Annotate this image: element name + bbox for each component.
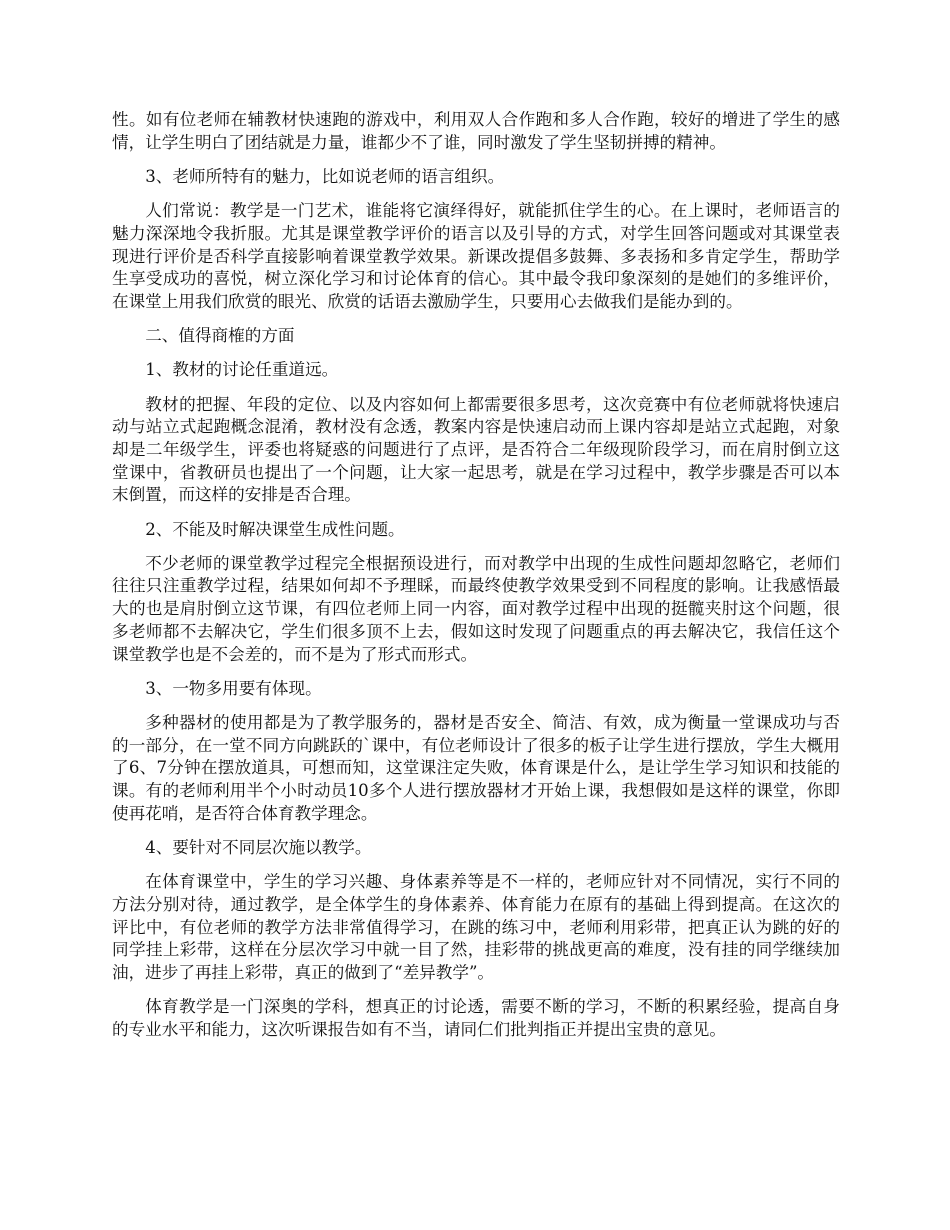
paragraph-equipment-use: 多种器材的使用都是为了教学服务的，器材是否安全、简洁、有效，成为衡量一堂课成功与否的一部分，在一堂不同方向跳跃的`课中，有位老师设计了很多的板子让学生进行摆放，学生大概用了6、7分钟在摆放道具，可想而知，这堂课注定失败，体育课是什么，是让学生学习知识和技能的课。有的老师利用半个小时动员10多个人进行摆放器材才开始上课，我想假如是这样的课堂，你即使再花哨，是否符合体育教学理念。 bbox=[112, 712, 840, 823]
section-heading-textbook-research: 1、教材的讨论任重道远。 bbox=[145, 360, 339, 380]
paragraph-continuation: 性。如有位老师在辅教材快速跑的游戏中，利用双人合作跑和多人合作跑，较好的增进了学生的感情，让学生明白了团结就是力量，谁都少不了谁，同时激发了学生坚韧拼搏的精神。 bbox=[112, 110, 840, 152]
paragraph-language-charm: 人们常说：教学是一门艺术，谁能将它演绎得好，就能抓住学生的心。在上课时，老师语言的魅力深深地令我折服。尤其是课堂教学评价的语言以及引导的方式，对学生回答问题或对其课堂表现进行评价是否科学直接影响着课堂教学效果。新课改提倡多鼓舞、多表扬和多肯定学生，帮助学生享受成功的喜悦，树立深化学习和讨论体育的信心。其中最令我印象深刻的是她们的多维评价，在课堂上用我们欣赏的眼光、欣赏的话语去激励学生，只要用心去做我们是能办到的。 bbox=[112, 201, 840, 311]
paragraph-differentiated-teaching: 在体育课堂中，学生的学习兴趣、身体素养等是不一样的，老师应针对不同情况，实行不同的方法分别对待，通过教学，是全体学生的身体素养、体育能力在原有的基础上得到提高。在这次的评比中，有位老师的教学方法非常值得学习，在跳的练习中，老师利用彩带，把真正认为跳的好的同学挂上彩带，这样在分层次学习中就一目了然，挂彩带的挑战更高的难度，没有挂的同学继续加油，进步了再挂上彩带，真正的做到了“差异教学”。 bbox=[112, 872, 840, 982]
paragraph-textbook-research: 教材的把握、年段的定位、以及内容如何上都需要很多思考，这次竞赛中有位老师就将快速启动与站立式起跑概念混淆，教材没有念透，教案内容是快速启动而上课内容却是站立式起跑，对象却是二年级学生，评委也将疑惑的问题进行了点评，是否符合二年级现阶段学习，而在肩肘倒立这堂课中，省教研员也提出了一个问题，让大家一起思考，就是在学习过程中，教学步骤是否可以本末倒置，而这样的安排是否合理。 bbox=[112, 394, 840, 505]
paragraph-conclusion: 体育教学是一门深奥的学科，想真正的讨论透，需要不断的学习，不断的积累经验，提高自身的专业水平和能力，这次听课报告如有不当，请同仁们批判指正并提出宝贵的意见。 bbox=[112, 997, 840, 1039]
section-heading-generative-problems: 2、不能及时解决课堂生成性问题。 bbox=[145, 519, 405, 539]
paragraph-generative-problems: 不少老师的课堂教学过程完全根据预设进行，而对教学中出现的生成性问题却忽略它，老师们往往只注重教学过程，结果如何却不予理睬，而最终使教学效果受到不同程度的影响。让我感悟最大的也是肩肘倒立这节课，有四位老师上同一内容，面对教学过程中出现的挺髋夹肘这个问题，很多老师都不去解决它，学生们很多顶不上去，假如这时发现了问题重点的再去解决它，我信任这个课堂教学也是不会差的，而不是为了形式而形式。 bbox=[112, 553, 840, 664]
document-page bbox=[112, 109, 840, 1053]
section-heading-debatable-aspects: 二、值得商榷的方面 bbox=[145, 326, 295, 346]
section-heading-equipment-use: 3、一物多用要有体现。 bbox=[145, 678, 322, 698]
section-heading-differentiated-teaching: 4、要针对不同层次施以教学。 bbox=[145, 837, 372, 857]
section-heading-teacher-charm: 3、老师所特有的魅力，比如说老师的语言组织。 bbox=[145, 166, 505, 186]
